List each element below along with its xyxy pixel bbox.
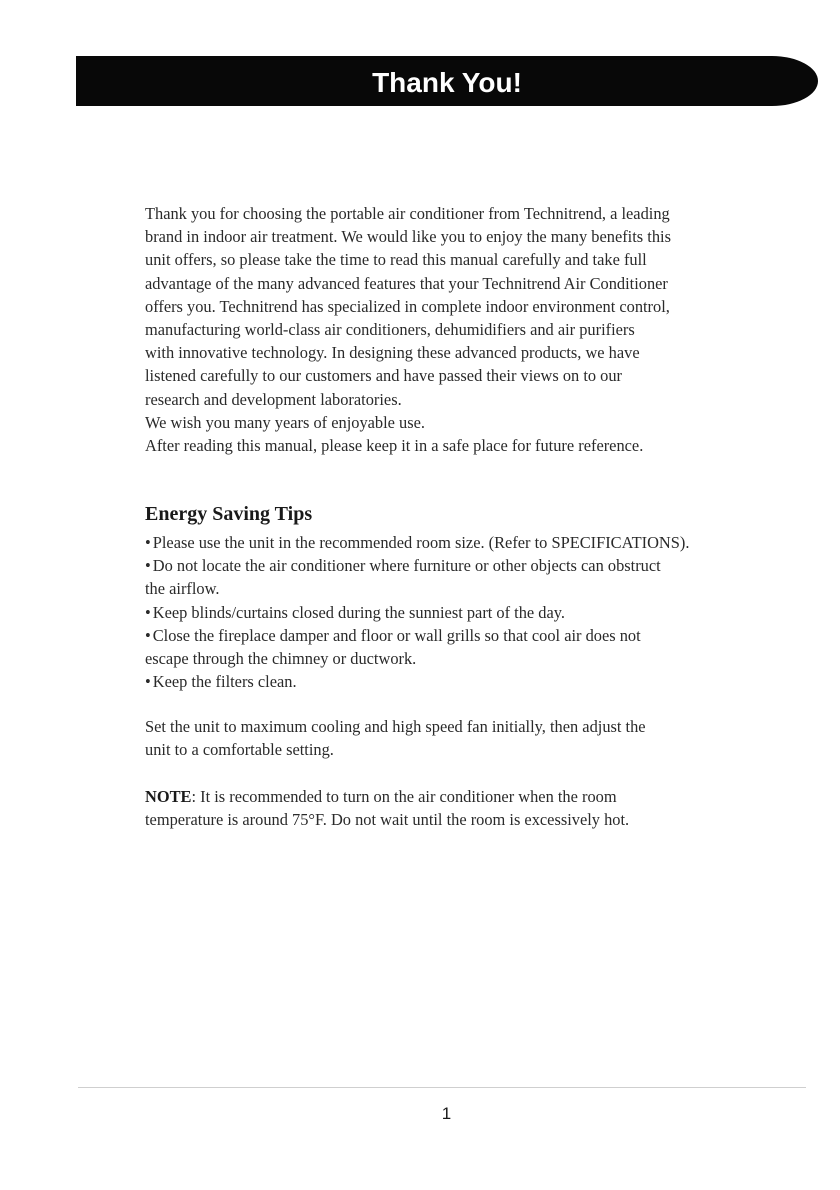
intro-line: advantage of the many advanced features that your Technitrend Air Conditioner xyxy=(145,273,668,293)
tip-text: Keep blinds/curtains closed during the sunniest part of the day. xyxy=(152,602,565,622)
tip-line xyxy=(145,647,795,670)
tip-text: Keep the filters clean. xyxy=(152,672,297,692)
footer-divider xyxy=(78,1087,806,1088)
note-line: temperature is around 75°F. Do not wait until the room is excessively hot. xyxy=(145,810,630,830)
tip-text: Do not locate the air conditioner where furniture or other objects can obstruct xyxy=(152,556,661,576)
bullet-icon: • xyxy=(145,556,151,576)
tip-line xyxy=(145,531,795,554)
energy-tips-heading: Energy Saving Tips xyxy=(145,503,313,525)
intro-line: offers you. Technitrend has specialized in complete indoor environment control, xyxy=(145,296,670,316)
tip-line xyxy=(145,624,795,647)
note-line xyxy=(145,785,795,808)
bullet-icon: • xyxy=(145,625,151,645)
setting-line: unit to a comfortable setting. xyxy=(145,740,334,760)
intro-line: research and development laboratories. xyxy=(145,389,402,409)
tip-line xyxy=(145,670,795,693)
tip-line xyxy=(145,601,795,624)
energy-tips-list xyxy=(145,531,795,693)
setting-line: Set the unit to maximum cooling and high speed fan initially, then adjust the xyxy=(145,717,646,736)
page-number: 1 xyxy=(441,1104,452,1123)
intro-line: After reading this manual, please keep it in a safe place for future reference. xyxy=(145,436,644,456)
tip-text: Please use the unit in the recommended room size. (Refer to SPECIFICATIONS). xyxy=(152,533,690,552)
intro-line: manufacturing world-class air conditioners, dehumidifiers and air purifiers xyxy=(145,320,635,340)
bullet-icon: • xyxy=(145,533,151,552)
intro-line: unit offers, so please take the time to read this manual carefully and take full xyxy=(145,250,647,270)
intro-line: brand in indoor air treatment. We would like you to enjoy the many benefits this xyxy=(145,227,671,247)
intro-line: Thank you for choosing the portable air conditioner from Technitrend, a leading xyxy=(145,204,670,223)
note-label: NOTE xyxy=(145,787,192,806)
intro-line: listened carefully to our customers and have passed their views on to our xyxy=(145,366,623,386)
tip-line xyxy=(145,577,795,600)
intro-line: We wish you many years of enjoyable use. xyxy=(145,412,425,432)
note-paragraph xyxy=(145,785,795,831)
tip-line xyxy=(145,554,795,577)
intro-paragraph xyxy=(145,202,795,457)
bullet-icon: • xyxy=(145,602,151,622)
tip-text: escape through the chimney or ductwork. xyxy=(145,649,417,669)
setting-paragraph xyxy=(145,715,795,761)
page-title: Thank You! xyxy=(372,67,522,98)
bullet-icon: • xyxy=(145,672,151,692)
tip-text: Close the fireplace damper and floor or wall grills so that cool air does not xyxy=(152,625,641,645)
intro-line: with innovative technology. In designing these advanced products, we have xyxy=(145,343,640,363)
tip-text: the airflow. xyxy=(145,579,220,599)
note-text: : It is recommended to turn on the air conditioner when the room xyxy=(191,787,617,806)
